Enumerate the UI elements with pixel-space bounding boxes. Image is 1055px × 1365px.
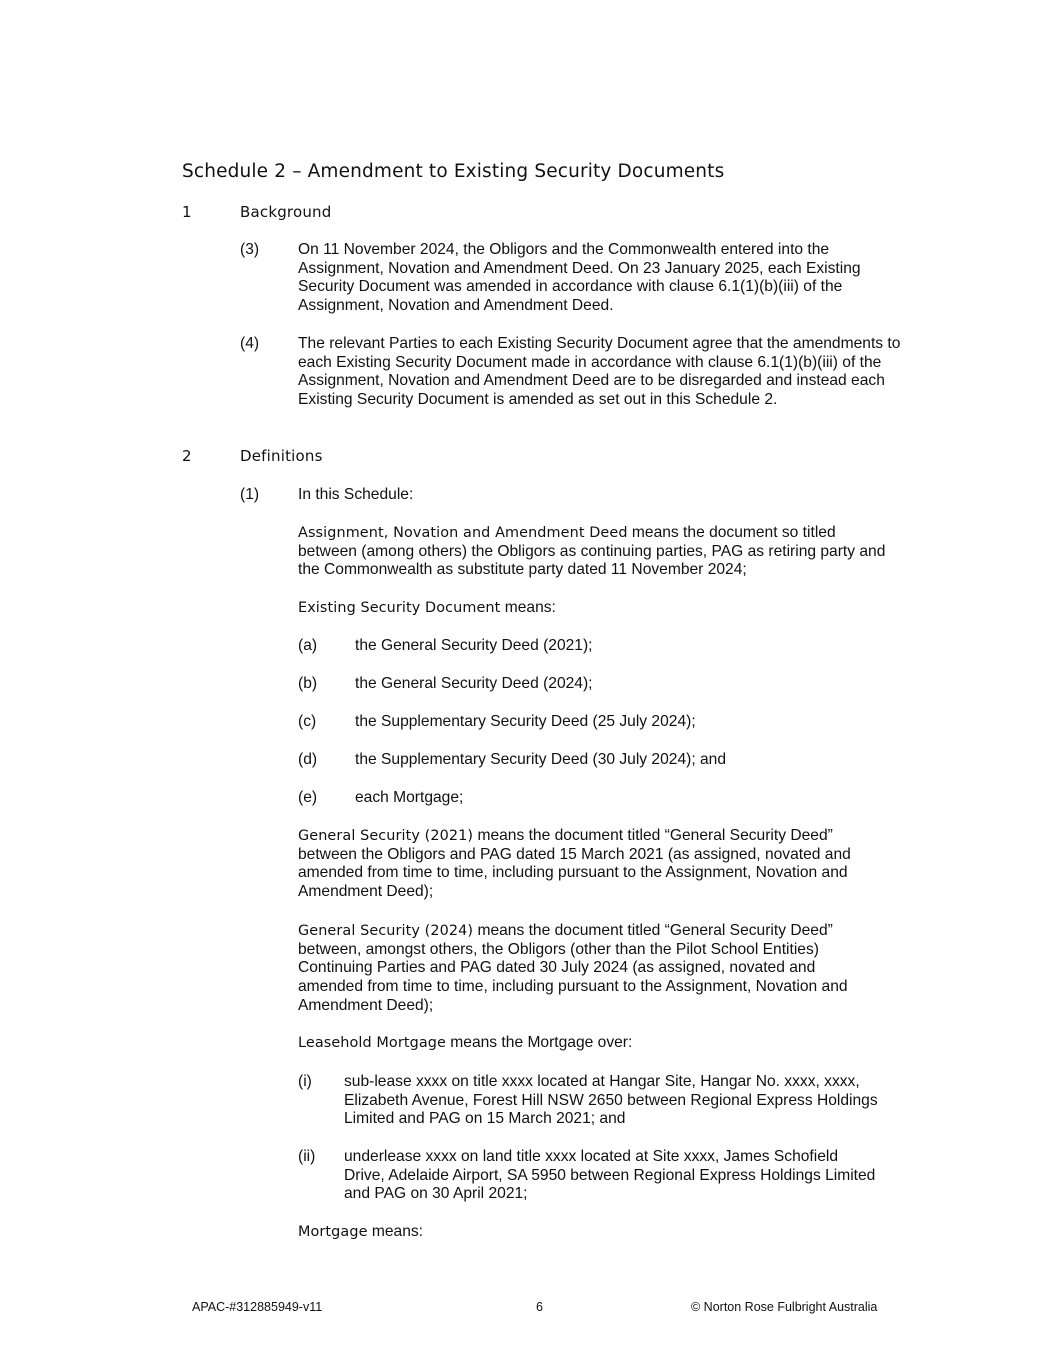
list-item-text: each Mortgage; [355,789,464,806]
list-item-text: sub-lease xxxx on title xxxx located at Hangar Site, Hangar No. xxxx, xxxx, Elizabeth Avenue, Forest Hill NSW 2650 between Regional Express Holdings Limited and PAG on 15 March 2021; and [344,1073,878,1128]
definition-text: means the Mortgage over: [450,1034,633,1051]
defined-term: Mortgage [298,1224,368,1240]
definition-text: means the document titled “General Security Deed” between, amongst others, the Obligors (other than the Pilot School Entities) Continuing Parties and PAG dated 30 July 2024 (as assigned, novated and amended from time to time, including pursuant to the Assignment, Novation and Amendment Deed); [298,922,848,1014]
definition-mortgage [298,1223,423,1242]
definition-text: means: [504,599,556,616]
list-item-label: (d) [298,751,318,768]
section-heading-background: Background [240,203,332,221]
paragraph-label: (4) [240,335,260,352]
list-item-label: (i) [298,1073,312,1090]
section-number: 1 [182,203,192,221]
defined-term: Assignment, Novation and Amendment Deed [298,525,628,541]
paragraph-label: (3) [240,241,260,258]
list-item-label: (c) [298,713,317,730]
footer-page-number: 6 [536,1300,543,1314]
footer-doc-id: APAC-#312885949-v11 [192,1300,323,1314]
definition-existing-security-document [298,599,556,618]
list-item-text: underlease xxxx on land title xxxx located at Site xxxx, James Schofield Drive, Adelaide Airport, SA 5950 between Regional Express Holdings Limited and PAG on 30 April 2021; [344,1148,876,1203]
list-item-label: (ii) [298,1148,316,1165]
list-item-text: the Supplementary Security Deed (25 July 2024); [355,713,696,730]
footer-copyright: © Norton Rose Fulbright Australia [691,1300,878,1314]
schedule-title: Schedule 2 – Amendment to Existing Security Documents [182,161,725,182]
list-item-text: the General Security Deed (2021); [355,637,593,654]
paragraph-text: On 11 November 2024, the Obligors and the Commonwealth entered into the Assignment, Novation and Amendment Deed. On 23 January 2025, each Existing Security Document was amended in accordance with clause 6.1(1)(b)(iii) of the Assignment, Novation and Amendment Deed. [298,241,861,315]
paragraph-text: In this Schedule: [298,486,414,503]
section-number: 2 [182,447,192,465]
definition-general-security-2024 [298,922,884,1016]
definition-leasehold-mortgage [298,1034,632,1053]
defined-term: General Security (2021) [298,828,474,844]
defined-term: Existing Security Document [298,600,501,616]
definition-assignment-deed [298,524,890,580]
definition-text: means the document titled “General Security Deed” between the Obligors and PAG dated 15 March 2021 (as assigned, novated and amended from time to time, including pursuant to the Assignment, Novation and Amendment Deed); [298,827,851,901]
paragraph-label: (1) [240,486,260,503]
list-item-label: (b) [298,675,318,692]
defined-term: General Security (2024) [298,923,474,939]
definition-text: means: [371,1223,424,1240]
list-item-text: the General Security Deed (2024); [355,675,593,692]
list-item-label: (a) [298,637,318,654]
list-item-label: (e) [298,789,318,806]
definition-general-security-2021 [298,827,888,902]
section-heading-definitions: Definitions [240,447,323,465]
definition-text: means the document so titled between (among others) the Obligors as continuing parties, PAG as retiring party and the Commonwealth as substitute party dated 11 November 2024; [298,524,886,579]
defined-term: Leasehold Mortgage [298,1035,446,1051]
paragraph-text: The relevant Parties to each Existing Security Document agree that the amendments to each Existing Security Document made in accordance with clause 6.1(1)(b)(iii) of the Assignment, Novation and Amendment Deed are to be disregarded and instead each Existing Security Document is amended as set out in this Schedule 2. [298,335,901,409]
list-item-text: the Supplementary Security Deed (30 July 2024); and [355,751,726,768]
